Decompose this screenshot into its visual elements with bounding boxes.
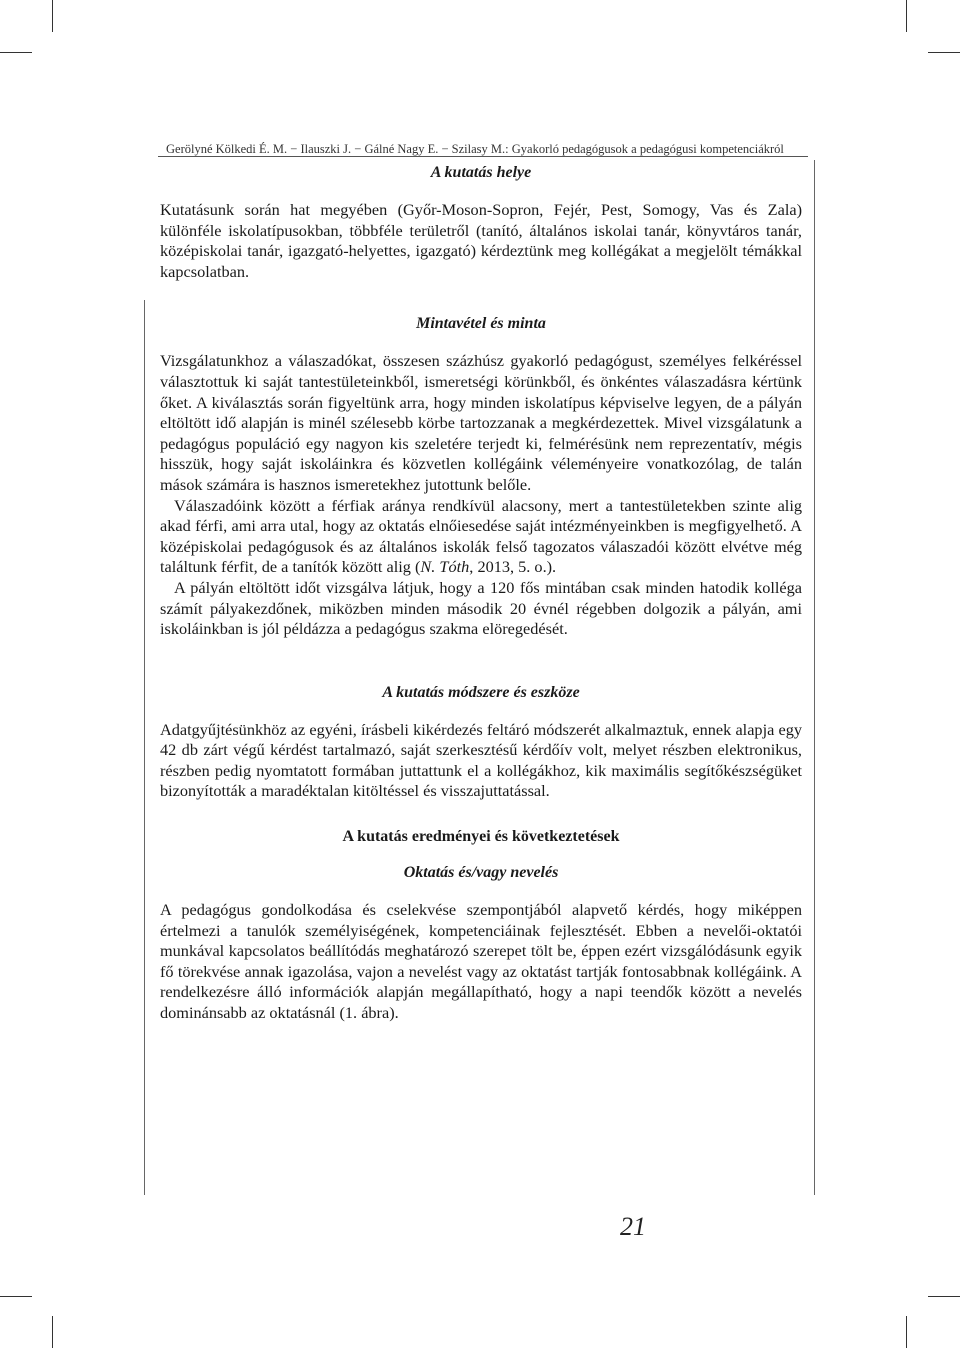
paragraph: Vizsgálatunkhoz a válaszadókat, összesen százhúsz gyakorló pedagógust, személyes felkéréssel választottuk ki saját tantestületeinkből, ismeretségi körünkből, és önkéntes válaszadásra kértünk őket. A kiválasztás során figyeltünk arra, hogy minden iskolatípus képviselve legyen, de a pályán eltöltött idő alapján is minél szélesebb körbe tartozzanak a megkérdezettek. Mivel vizsgálatunk a pedagógus populáció egy nagyon kis szeletére terjedt ki, felmérésünk nem reprezentatív, mégis hisszük, hogy saját iskoláinkra és közvetlen kollégáink véleményeire vonatkozólag, de talán mások számára is hasznos ismeretekhez jutottunk belőle. xyxy=(160,351,802,494)
subsection-title: Oktatás és/vagy nevelés xyxy=(403,864,559,882)
page-number: 21 xyxy=(620,1212,646,1241)
paragraph: Adatgyűjtésünkhöz az egyéni, írásbeli kikérdezés feltáró módszerét alkalmaztuk, ennek alapja egy 42 db zárt végű kérdést tartalmazó, saját szerkesztésű kérdőív volt, melyet részben elektronikus, részben pedig nyomtatott formában juttattunk el a kollégákhoz, kik maximális segítőkészségüket bizonyították a maradéktalan kitöltéssel és visszajuttatással. xyxy=(160,719,802,801)
section-title-eredmenyek: A kutatás eredményei és következtetések xyxy=(342,828,620,846)
crop-mark xyxy=(928,52,960,53)
paragraph xyxy=(160,496,802,578)
column-rule-right xyxy=(814,160,815,1195)
crop-mark xyxy=(52,1316,53,1348)
section-title-modszer: A kutatás módszere és eszköze xyxy=(382,683,580,701)
column-rule-left xyxy=(144,300,145,1195)
crop-mark xyxy=(52,0,53,32)
paragraph: A pedagógus gondolkodása és cselekvése szempontjából alapvető kérdés, hogy miképpen értelmezi a tanulók személyiségének, kompetenciáinak fejlesztését. Ebben a nevelői-oktatói munkával kapcsolatos beállítódás meghatározó szerepet tölt be, éppen ezért vizsgálódásunk egyik fő törekvése annak igazolása, vajon a nevelést vagy az oktatást tartják fontosabbnak kollégáink. A rendelkezésre álló információk alapján megállapítható, hogy a napi teendők között a nevelés dominánsabb az oktatásnál (1. ábra). xyxy=(160,900,802,1023)
citation-author: N. Tóth xyxy=(420,557,470,577)
article-body xyxy=(160,164,802,1024)
crop-mark xyxy=(928,1296,960,1297)
paragraph-text: , 2013, 5. o.). xyxy=(469,557,557,577)
header-rule xyxy=(158,156,808,157)
crop-mark xyxy=(0,52,32,53)
running-head: Gerölyné Kölkedi É. M. − Ilauszki J. − Gálné Nagy E. − Szilasy M.: Gyakorló pedagógusok a pedagógusi kompetenciákról xyxy=(166,142,784,156)
crop-mark xyxy=(906,0,907,32)
paragraph-text: Válaszadóink között a férfiak aránya rendkívül alacsony, mert a tantestületekben szinte alig akad férfi, ami arra utal, hogy az oktatás elnőiesedése saját intézményeinkben is megfigyelhető. A középiskolai pedagógusok és az általános iskolák felső tagozatos válaszadói között elvétve még találtunk férfit, de a tanítók között alig ( xyxy=(160,495,802,577)
crop-mark xyxy=(906,1316,907,1348)
section-title-kutatas-helye: A kutatás helye xyxy=(430,164,532,181)
paragraph: A pályán eltöltött időt vizsgálva látjuk, hogy a 120 fős mintában csak minden hatodik kolléga számít pályakezdőnek, miközben minden második 20 évnél régebben dolgozik a pályán, ami iskoláinkban is jól példázza a pedagógus szakma elöregedését. xyxy=(160,577,802,639)
paragraph: Kutatásunk során hat megyében (Győr-Moson-Sopron, Fejér, Pest, Somogy, Vas és Zala) különféle iskolatípusokban, többféle területről (tanító, általános iskolai tanár, könyvtáros tanár, középiskolai tanár, igazgató-helyettes, igazgató) kérdeztünk meg kollégákat a megjelölt témákkal kapcsolatban. xyxy=(160,200,802,281)
crop-mark xyxy=(0,1296,32,1297)
section-title-mintavetel: Mintavétel és minta xyxy=(416,315,546,333)
